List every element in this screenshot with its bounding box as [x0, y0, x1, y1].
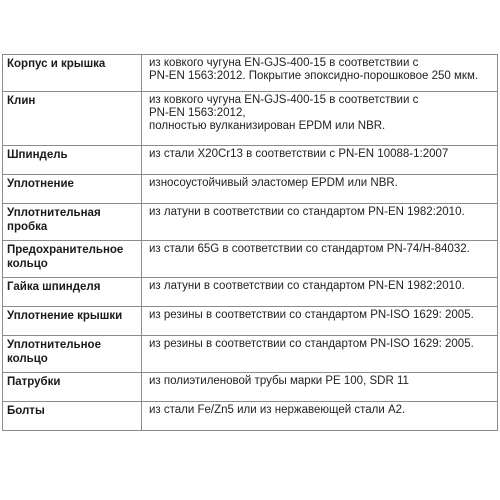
material-description	[142, 278, 498, 307]
table-row	[3, 92, 498, 146]
table-row	[3, 175, 498, 204]
description-line: из стали 65G в соответствии со стандартом PN-74/H-84032.	[149, 243, 470, 255]
material-description	[142, 175, 498, 204]
table-row	[3, 336, 498, 373]
description-line: из стали Fe/Zn5 или из нержавеющей стали A2.	[149, 404, 406, 416]
component-name: Шпиндель	[3, 146, 142, 175]
component-name: Предохранительное кольцо	[3, 241, 142, 278]
description-line: износоустойчивый эластомер EPDM или NBR.	[149, 177, 398, 189]
description-line: PN-EN 1563:2012. Покрытие эпоксидно-порошковое 250 мкм.	[149, 70, 479, 82]
component-name: Патрубки	[3, 373, 142, 402]
description-line: из резины в соответствии со стандартом PN-ISO 1629: 2005.	[149, 338, 474, 350]
description-line: из полиэтиленовой трубы марки PE 100, SDR 11	[149, 375, 409, 387]
table-row	[3, 241, 498, 278]
material-description	[142, 307, 498, 336]
material-description	[142, 373, 498, 402]
materials-table-body	[3, 55, 498, 431]
description-line: полностью вулканизирован EPDM или NBR.	[149, 120, 386, 132]
table-row	[3, 55, 498, 92]
description-line: из резины в соответствии со стандартом PN-ISO 1629: 2005.	[149, 309, 474, 321]
description-line: PN-EN 1563:2012,	[149, 107, 246, 119]
component-name: Гайка шпинделя	[3, 278, 142, 307]
component-name: Клин	[3, 92, 142, 146]
material-description	[142, 146, 498, 175]
table-row	[3, 278, 498, 307]
material-description	[142, 336, 498, 373]
component-name: Болты	[3, 402, 142, 431]
table-row	[3, 307, 498, 336]
description-line: из латуни в соответствии со стандартом PN-EN 1982:2010.	[149, 206, 465, 218]
table-row	[3, 146, 498, 175]
component-name: Уплотнение	[3, 175, 142, 204]
component-name: Уплотнение крышки	[3, 307, 142, 336]
description-line: из латуни в соответствии со стандартом PN-EN 1982:2010.	[149, 280, 465, 292]
material-description	[142, 55, 498, 92]
materials-table	[2, 54, 498, 431]
component-name: Корпус и крышка	[3, 55, 142, 92]
material-description	[142, 92, 498, 146]
component-name: Уплотнительное кольцо	[3, 336, 142, 373]
component-name: Уплотнительная пробка	[3, 204, 142, 241]
material-description	[142, 204, 498, 241]
material-description	[142, 241, 498, 278]
table-row	[3, 204, 498, 241]
description-line: из ковкого чугуна EN-GJS-400-15 в соответствии с	[149, 94, 419, 106]
description-line: из ковкого чугуна EN-GJS-400-15 в соответствии с	[149, 57, 419, 69]
table-row	[3, 373, 498, 402]
description-line: из стали X20Cr13 в соответствии с PN-EN 10088-1:2007	[149, 148, 449, 160]
material-description	[142, 402, 498, 431]
table-row	[3, 402, 498, 431]
